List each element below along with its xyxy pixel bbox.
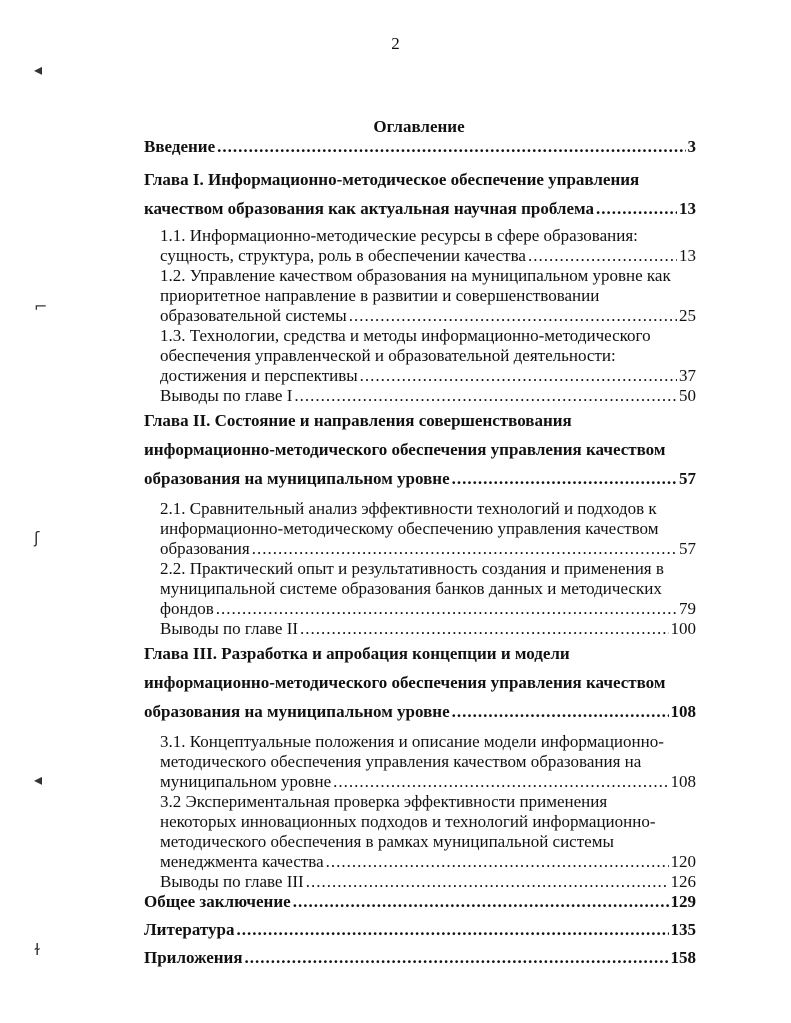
dot-leader	[216, 599, 677, 619]
toc-page-number: 79	[679, 599, 696, 618]
dot-leader	[333, 772, 668, 792]
dot-leader	[252, 539, 677, 559]
scan-artifact-icon: ⌐	[34, 297, 48, 316]
toc-page-number: 129	[670, 892, 696, 911]
toc-page-number: 3	[687, 137, 696, 156]
scan-artifact-icon: ɫ	[34, 940, 41, 959]
dot-leader	[306, 872, 669, 892]
toc-entry-text: информационно-методического обеспечения управления качеством	[144, 440, 666, 459]
dot-leader	[236, 920, 668, 940]
toc-entry-text: сущность, структура, роль в обеспечении качества	[160, 246, 526, 265]
toc-entry-text: фондов	[160, 599, 214, 618]
toc-entry-text: Глава I. Информационно-методическое обеспечение управления	[144, 170, 640, 189]
toc-page-number: 25	[679, 306, 696, 325]
toc-entry-section-3-1[interactable]	[144, 732, 696, 792]
toc-page-number: 126	[670, 872, 696, 891]
toc-entry-text: Выводы по главе III	[160, 872, 304, 891]
toc-entry-text: Выводы по главе I	[160, 386, 293, 405]
toc-entry-text: образования на муниципальном уровне	[144, 702, 450, 721]
toc-entry-text: 1.3. Технологии, средства и методы информационно-методического	[160, 326, 651, 345]
toc-entry-text: приоритетное направление в развитии и совершенствовании	[160, 286, 600, 305]
toc-page-number: 108	[670, 772, 696, 791]
toc-entry-section-1-1[interactable]	[144, 226, 696, 266]
toc-entry-text: 3.1. Концептуальные положения и описание модели информационно-	[160, 732, 664, 751]
toc-entry-conclusions-3[interactable]	[144, 872, 696, 892]
toc-entry-section-1-3[interactable]	[144, 326, 696, 386]
toc-entry-text: муниципальном уровне	[160, 772, 332, 791]
scan-artifact-icon: ◂	[34, 770, 43, 789]
toc-entry-text: достижения и перспективы	[160, 366, 358, 385]
toc-entry-section-2-1[interactable]	[144, 499, 696, 559]
toc-page-number: 37	[679, 366, 696, 385]
dot-leader	[596, 194, 677, 223]
dot-leader	[452, 464, 677, 493]
page-number: 2	[391, 34, 400, 53]
toc-entry-section-2-2[interactable]	[144, 559, 696, 619]
toc-page-number: 108	[670, 702, 696, 721]
toc-entry-text: менеджмента качества	[160, 852, 324, 871]
toc-entry-appendices[interactable]	[144, 948, 696, 968]
dot-leader	[245, 948, 669, 968]
toc-entry-section-3-2[interactable]	[144, 792, 696, 872]
toc-page-number: 13	[679, 199, 696, 218]
toc-entry-chapter-3[interactable]	[144, 639, 696, 726]
toc-page-number: 57	[679, 539, 696, 558]
toc-entry-text: Общее заключение	[144, 892, 291, 911]
toc-entry-text: Литература	[144, 920, 235, 939]
toc-entry-text: образовательной системы	[160, 306, 347, 325]
toc-page-number: 100	[670, 619, 696, 638]
toc-entry-text: 2.2. Практический опыт и результативность создания и применения в	[160, 559, 664, 578]
toc-entry-general-conclusion[interactable]	[144, 892, 696, 912]
toc-entry-text: 3.2 Экспериментальная проверка эффективности применения	[160, 792, 608, 811]
toc-entry-text: методического обеспечения управления качеством образования на	[160, 752, 642, 771]
toc-entry-text: Глава II. Состояние и направления совершенствования	[144, 411, 572, 430]
dot-leader	[349, 306, 677, 326]
dot-leader	[528, 246, 677, 266]
toc-entry-conclusions-2[interactable]	[144, 619, 696, 639]
dot-leader	[452, 697, 669, 726]
toc-title: Оглавление	[373, 117, 465, 136]
dot-leader	[360, 366, 677, 386]
toc-entry-chapter-1[interactable]	[144, 165, 696, 223]
toc-entry-text: обеспечения управленческой и образовательной деятельности:	[160, 346, 616, 365]
toc-entry-text: Приложения	[144, 948, 243, 967]
scan-artifact-icon: ◂	[34, 60, 43, 79]
toc-page-number: 50	[679, 386, 696, 405]
scan-artifact-icon: ʃ	[34, 528, 40, 547]
dot-leader	[217, 137, 685, 157]
toc-entry-conclusions-1[interactable]	[144, 386, 696, 406]
table-of-contents	[144, 137, 696, 968]
toc-entry-text: информационно-методическому обеспечению управления качеством	[160, 519, 659, 538]
toc-page-number: 135	[670, 920, 696, 939]
toc-entry-chapter-2[interactable]	[144, 406, 696, 493]
toc-entry-text: Введение	[144, 137, 216, 156]
toc-entry-text: муниципальной системе образования банков данных и методических	[160, 579, 662, 598]
toc-entry-text: 1.2. Управление качеством образования на муниципальном уровне как	[160, 266, 671, 285]
dot-leader	[294, 386, 677, 406]
dot-leader	[293, 892, 669, 912]
toc-entry-section-1-2[interactable]	[144, 266, 696, 326]
toc-entry-text: некоторых инновационных подходов и технологий информационно-	[160, 812, 656, 831]
toc-entry-text: Выводы по главе II	[160, 619, 299, 638]
toc-page-number: 158	[670, 948, 696, 967]
toc-entry-introduction[interactable]	[144, 137, 696, 157]
dot-leader	[326, 852, 669, 872]
toc-entry-text: образования на муниципальном уровне	[144, 469, 450, 488]
toc-entry-text: качеством образования как актуальная научная проблема	[144, 199, 594, 218]
toc-page-number: 13	[679, 246, 696, 265]
toc-entry-text: 1.1. Информационно-методические ресурсы в сфере образования:	[160, 226, 638, 245]
toc-page-number: 57	[679, 469, 696, 488]
dot-leader	[300, 619, 668, 639]
toc-entry-text: методического обеспечения в рамках муниципальной системы	[160, 832, 614, 851]
toc-page-number: 120	[670, 852, 696, 871]
toc-entry-text: Глава III. Разработка и апробация концепции и модели	[144, 644, 570, 663]
toc-entry-text: 2.1. Сравнительный анализ эффективности технологий и подходов к	[160, 499, 657, 518]
toc-entry-literature[interactable]	[144, 920, 696, 940]
toc-entry-text: информационно-методического обеспечения управления качеством	[144, 673, 666, 692]
toc-entry-text: образования	[160, 539, 250, 558]
